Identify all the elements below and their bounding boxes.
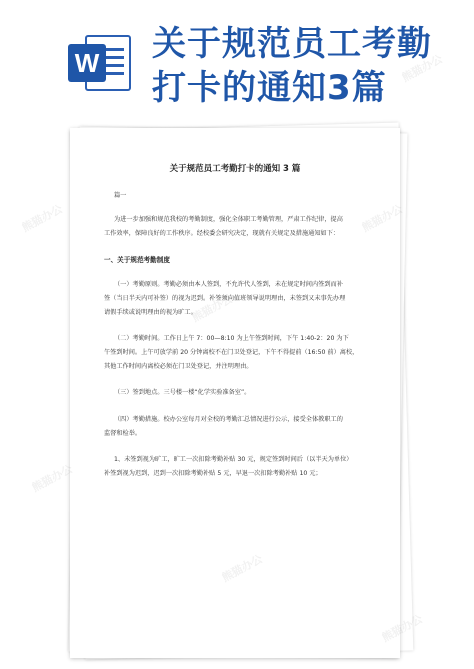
watermark: 熊猫办公 <box>29 462 75 495</box>
item1-line-2: 签（当日半天内可补签）的视为迟到。补签须向值班领导说明理由，未签到又未事先办理 <box>104 295 346 302</box>
document-title: 关于规范员工考勤打卡的通知 3 篇 <box>169 164 301 174</box>
item5-line-1: 1、未签到视为旷工，旷工一次扣除考勤补贴 30 元，规定签到时间后（以半天为单位） <box>114 456 353 463</box>
item2-line-3: 其他工作时间内离校必须在门卫处登记，并注明理由。 <box>104 363 253 370</box>
word-logo-letter: W <box>74 48 100 78</box>
watermark: 熊猫办公 <box>19 202 65 235</box>
intro-line-2: 工作效率，保障良好的工作秩序。经校委会研究决定，现就有关规定及措施通知如下： <box>104 230 340 237</box>
part-label: 篇一 <box>114 192 127 199</box>
banner-title <box>152 22 472 110</box>
item1-line-1: （一）考勤原则。考勤必须由本人签到，不允许代人签到，未在规定时间内签到而补 <box>114 281 343 288</box>
banner-title-line2: 打卡的通知3篇 <box>152 68 387 108</box>
item1-line-3: 请假手续或说明理由的视为旷工。 <box>104 309 197 316</box>
banner <box>0 0 474 120</box>
item2-line-1: （二）考勤时间。工作日上午 7：00—8:10 为上午签到时间，下午 1:40-2：20 为下 <box>114 335 349 342</box>
document-page <box>70 128 400 658</box>
intro-line-1: 为进一步加强和规范我校的考勤制度，强化全体职工考勤管理，严肃工作纪律，提高 <box>114 216 343 223</box>
item2-line-2: 午签到时间。上午可放学前 20 分钟离校不在门卫处登记，下午不得提前（16:50 前）离校， <box>104 349 359 356</box>
item4-line-1: （四）考勤措施。校办公室每月对全校的考勤汇总情况进行公示，接受全体教职工的 <box>114 416 343 423</box>
item5-line-2: 补签到视为迟到，迟到一次扣除考勤补贴 5 元，早退一次扣除考勤补贴 10 元； <box>104 470 322 477</box>
item4-line-2: 监督和检举。 <box>104 430 142 437</box>
word-document-icon <box>66 28 136 98</box>
item3-line-1: （三）签到地点。三号楼一楼“化学实验准备室”。 <box>114 389 251 396</box>
section-heading: 一、关于规范考勤制度 <box>104 256 170 264</box>
banner-title-line1: 关于规范员工考勤 <box>152 24 432 64</box>
